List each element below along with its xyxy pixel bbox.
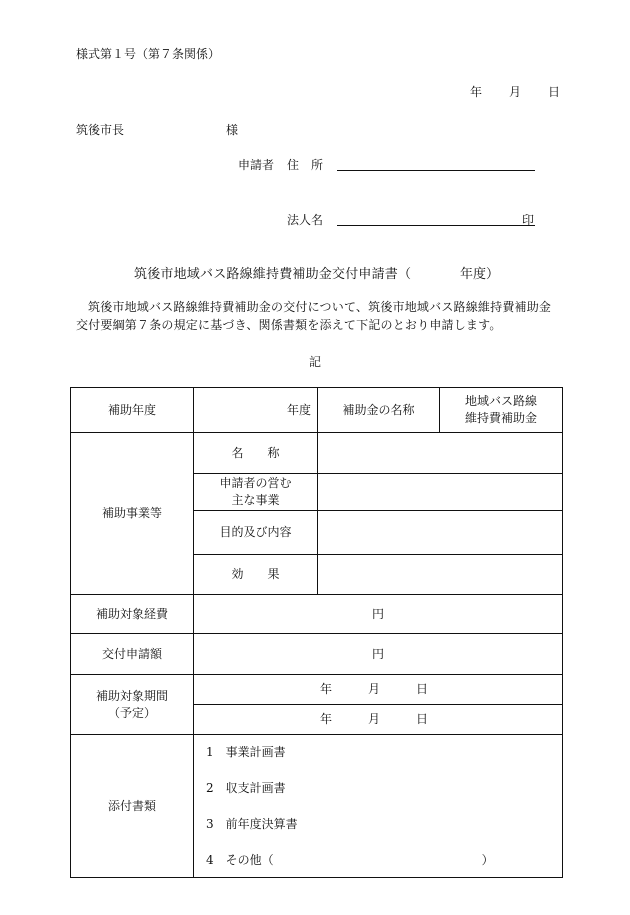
row-amount [71,634,563,675]
period-label [71,675,194,735]
addressee: 筑後市長 [76,123,125,137]
address-field[interactable] [337,170,535,171]
applicant-label: 申請者 [238,158,275,172]
attach-label: 添付書類 [71,735,194,878]
subsidy-name-value-line1: 地域バス路線 [464,394,537,408]
form-number: 様式第１号（第７条関係） [76,47,221,61]
addressee-suffix: 様 [226,123,239,137]
period-label-line1: 補助対象期間 [95,688,168,703]
attach-item-2: 2 収支計画書 [206,781,286,795]
attach-item-4-open: 4 その他（ [206,853,274,867]
row-subsidy-year [71,388,563,433]
application-table [70,387,563,878]
period-start-field[interactable] [194,675,563,705]
period-start-ymd: 年 月 日 [320,682,429,696]
row-jigyo-name [71,433,563,474]
document-title-year: 年度） [460,267,500,282]
attach-item-4 [206,851,562,871]
cost-field[interactable] [194,595,563,634]
jigyo-main-label [194,474,318,511]
attach-item-1: 1 事業計画書 [206,745,286,759]
row-period-start [71,675,563,705]
cost-yen: 円 [371,606,384,621]
subsidy-name-label: 補助金の名称 [318,388,440,433]
amount-yen: 円 [371,646,384,661]
document-title: 筑後市地域バス路線維持費補助金交付申請書（ [134,267,412,282]
seal-mark: 印 [522,213,535,227]
jigyo-main-field[interactable] [318,474,563,511]
ki-heading: 記 [309,355,322,369]
cost-label: 補助対象経費 [71,595,194,634]
subsidy-year-label: 補助年度 [71,388,194,433]
subsidy-name-value-line2: 維持費補助金 [464,411,537,425]
row-attachments [71,735,563,878]
attach-list [194,735,563,878]
period-end-ymd: 年 月 日 [320,712,429,726]
amount-label: 交付申請額 [71,634,194,675]
jigyo-name-field[interactable] [318,433,563,474]
subsidy-name-value [440,388,563,433]
nendo-text: 年度 [286,402,311,417]
period-end-field[interactable] [194,705,563,735]
jigyo-main-label-line1: 申請者の営む [219,476,292,490]
period-label-line2: （予定） [107,705,156,720]
corp-name-field[interactable] [337,225,535,226]
subsidy-year-field[interactable] [194,388,318,433]
address-label: 住 所 [287,158,324,172]
jigyo-effect-field[interactable] [318,555,563,595]
amount-field[interactable] [194,634,563,675]
jigyo-label: 補助事業等 [71,433,194,595]
row-cost [71,595,563,634]
jigyo-main-label-line2: 主な事業 [231,493,280,507]
attach-item-4-close: ） [481,853,494,867]
jigyo-purpose-label: 目的及び内容 [194,511,318,555]
jigyo-purpose-field[interactable] [318,511,563,555]
body-text: 筑後市地域バス路線維持費補助金の交付について、筑後市地域バス路線維持費補助金交付要綱第７条の規定に基づき、関係書類を添えて下記のとおり申請します。 [76,300,552,332]
jigyo-name-label: 名 称 [194,433,318,474]
corp-name-label: 法人名 [287,213,324,227]
jigyo-effect-label: 効 果 [194,555,318,595]
date-line: 年 月 日 [470,85,562,99]
attach-item-3: 3 前年度決算書 [206,817,298,831]
